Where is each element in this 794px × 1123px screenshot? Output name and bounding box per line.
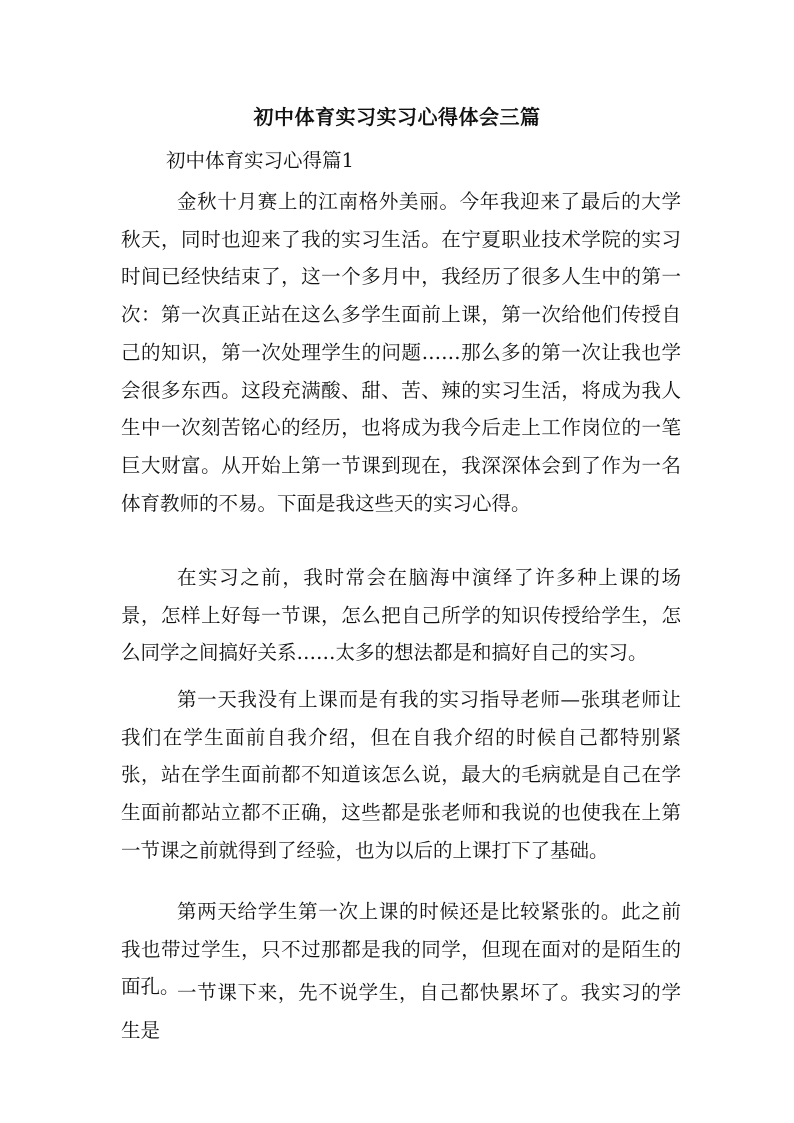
paragraph-3: 第一天我没有上课而是有我的实习指导老师—张琪老师让我们在学生面前自我介绍，但在自我介绍的时候自己都特别紧张，站在学生面前都不知道该怎么说，最大的毛病就是自己在学生面前都站立都不正确，这些都是张老师和我说的也使我在上第一节课之前就得到了经验，也为以后的上课打下了基础。 [121,688,681,862]
document-title: 初中体育实习实习心得体会三篇 [253,105,541,129]
paragraph-5: 一节课下来，先不说学生，自己都快累坏了。我实习的学生是 [121,981,681,1042]
paragraph-2: 在实习之前，我时常会在脑海中演绎了许多种上课的场景，怎样上好每一节课，怎么把自己所学的知识传授给学生，怎么同学之间搞好关系……太多的想法都是和搞好自己的实习。 [121,566,681,665]
paragraph-1: 金秋十月赛上的江南格外美丽。今年我迎来了最后的大学秋天，同时也迎来了我的实习生活。在宁夏职业技术学院的实习时间已经快结束了，这一个多月中，我经历了很多人生中的第一次：第一次真正站在这么多学生面前上课，第一次给他们传授自己的知识，第一次处理学生的问题……那么多的第一次让我也学会很多东西。这段充满酸、甜、苦、辣的实习生活，将成为我人生中一次刻苦铭心的经历，也将成为我今后走上工作岗位的一笔巨大财富。从开始上第一节课到现在，我深深体会到了作为一名体育教师的不易。下面是我这些天的实习心得。 [121,190,681,515]
section-heading: 初中体育实习心得篇1 [166,149,354,172]
paragraph-4: 第两天给学生第一次上课的时候还是比较紧张的。此之前我也带过学生，只不过那都是我的同学，但现在面对的是陌生的面孔。 [121,900,681,999]
